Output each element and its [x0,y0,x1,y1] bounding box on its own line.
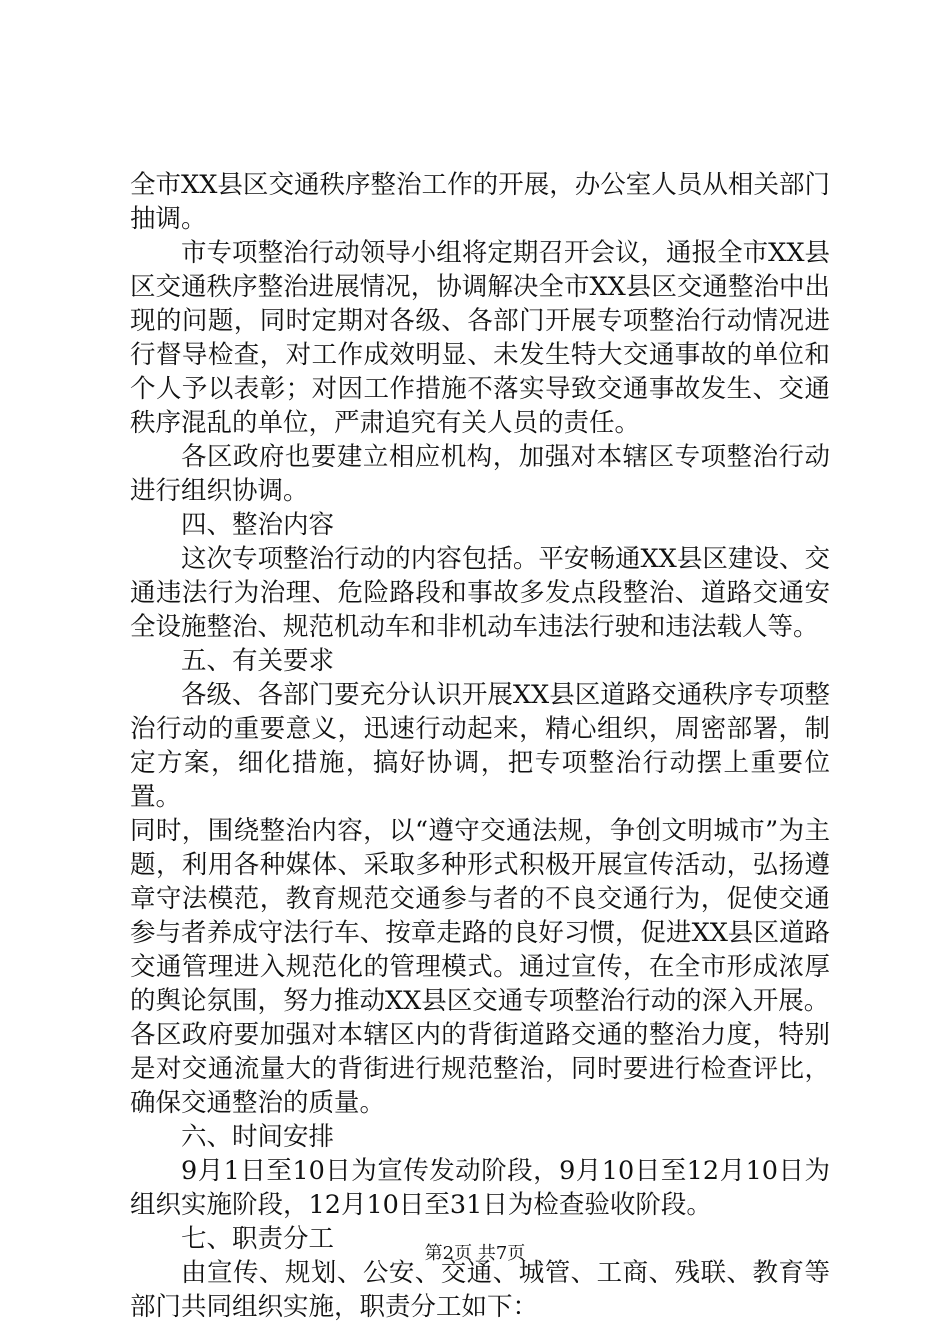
paragraph-requirements-importance: 各级、各部门要充分认识开展XX县区道路交通秩序专项整治行动的重要意义，迅速行动起来，精心组织，周密部署，制定方案，细化措施，搞好协调，把专项整治行动摆上重要位置。 [130,680,830,812]
document-body [130,168,830,1324]
paragraph-requirements-publicity: 同时，围绕整治内容，以“遵守交通法规，争创文明城市”为主题，利用各种媒体、采取多种形式积极开展宣传活动，弘扬遵章守法模范，教育规范交通参与者的不良交通行为，促使交通参与者养成守法行车、按章走路的良好习惯，促进XX县区道路交通管理进入规范化的管理模式。通过宣传，在全市形成浓厚的舆论氛围，努力推动XX县区交通专项整治行动的深入开展。 [130,816,830,1016]
heading-rectification-content: 四、整治内容 [181,510,335,540]
paragraph-requirements-backstreets: 各区政府要加强对本辖区内的背街道路交通的整治力度，特别是对交通流量大的背街进行规范整治，同时要进行检查评比，确保交通整治的质量。 [130,1020,830,1118]
heading-responsibilities: 七、职责分工 [181,1224,335,1254]
paragraph-schedule: 9月1日至10日为宣传发动阶段，9月10日至12月10日为组织实施阶段，12月10日至31日为检查验收阶段。 [130,1156,830,1220]
paragraph-office-staffing: 全市XX县区交通秩序整治工作的开展，办公室人员从相关部门抽调。 [130,170,830,234]
page-number-footer: 第2页 共7页 [424,1243,526,1264]
paragraph-district-coordination: 各区政府也要建立相应机构，加强对本辖区专项整治行动进行组织协调。 [130,442,830,506]
heading-schedule: 六、时间安排 [181,1122,335,1152]
paragraph-rectification-content: 这次专项整治行动的内容包括。平安畅通XX县区建设、交通违法行为治理、危险路段和事故多发点段整治、道路交通安全设施整治、规范机动车和非机动车违法行驶和违法载人等。 [130,544,830,642]
heading-requirements: 五、有关要求 [181,646,335,676]
paragraph-responsibilities: 由宣传、规划、公安、交通、城管、工商、残联、教育等部门共同组织实施，职责分工如下： [130,1258,830,1322]
paragraph-leading-group-meetings: 市专项整治行动领导小组将定期召开会议，通报全市XX县区交通秩序整治进展情况，协调解决全市XX县区交通整治中出现的问题，同时定期对各级、各部门开展专项整治行动情况进行督导检查，对工作成效明显、未发生特大交通事故的单位和个人予以表彰；对因工作措施不落实导致交通事故发生、交通秩序混乱的单位，严肃追究有关人员的责任。 [130,238,830,438]
